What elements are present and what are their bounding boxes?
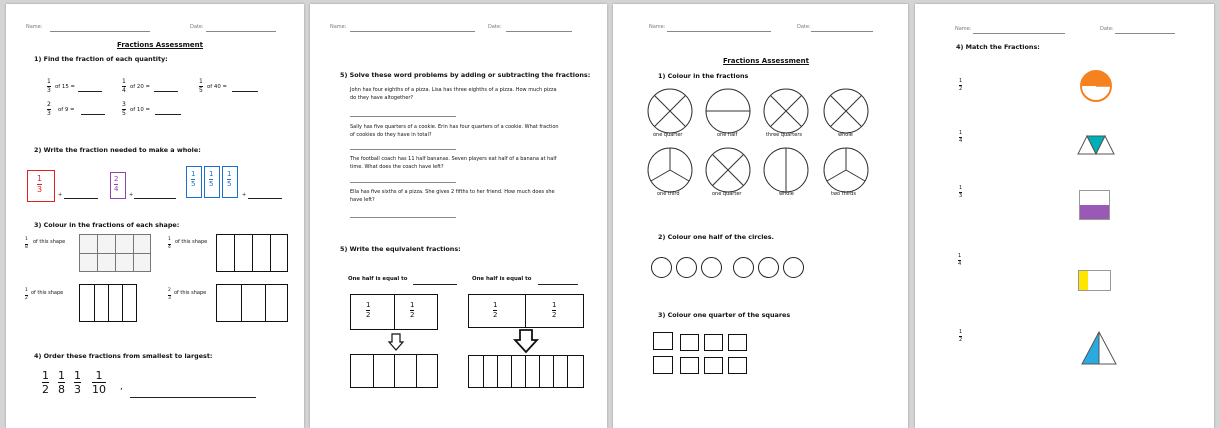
- question-5-label: 5) Solve these word problems by adding or subtracting the fractions:: [340, 71, 591, 79]
- bar-shape-quarters[interactable]: [216, 234, 288, 272]
- fraction: 1 3: [959, 185, 963, 199]
- worksheet-page-2: [310, 4, 607, 428]
- small-square[interactable]: [680, 357, 699, 374]
- small-circle[interactable]: [783, 257, 804, 278]
- date-line: [1115, 33, 1175, 34]
- triangle-half-shaded[interactable]: [1081, 331, 1117, 365]
- small-square[interactable]: [653, 332, 673, 350]
- name-line: [350, 31, 475, 32]
- small-circle[interactable]: [701, 257, 722, 278]
- bar-shape-halves[interactable]: [79, 284, 137, 322]
- circle-thirds[interactable]: [823, 147, 869, 193]
- worksheet-page-4: [915, 4, 1214, 428]
- answer-blank[interactable]: [350, 116, 456, 117]
- plus-sign: +: [58, 192, 63, 198]
- answer-blank[interactable]: [154, 91, 178, 92]
- circle-halves-vertical[interactable]: [763, 147, 809, 193]
- page-title: Fractions Assessment: [117, 41, 204, 49]
- question-1-label: 1) Colour in the fractions: [658, 72, 749, 80]
- question-1-label: 1) Find the fraction of each quantity:: [34, 55, 168, 63]
- answer-blank[interactable]: [248, 198, 282, 199]
- answer-blank[interactable]: [538, 284, 578, 285]
- circle-halves[interactable]: [705, 88, 751, 134]
- name-label: Name:: [649, 24, 666, 30]
- fraction: 1 5: [209, 170, 214, 188]
- date-label: Date:: [190, 24, 204, 30]
- circle-thirds[interactable]: [647, 147, 693, 193]
- question-4-label: 4) Match the Fractions:: [956, 43, 1040, 51]
- question-4-label: 4) Order these fractions from smallest to largest:: [34, 352, 213, 360]
- name-line: [50, 31, 150, 32]
- name-label: Name:: [955, 26, 972, 32]
- problem-line: John has four eighths of a pizza. Lisa has three eighths of a pizza. How much pizza: [350, 87, 557, 93]
- fraction: 1 2: [493, 301, 498, 319]
- half-bar: [468, 294, 584, 328]
- small-square[interactable]: [680, 334, 699, 351]
- quantity-text: of 40 =: [207, 84, 227, 90]
- plus-sign: +: [129, 192, 134, 198]
- question-2-label: 2) Write the fraction needed to make a whole:: [34, 146, 201, 154]
- answer-blank[interactable]: [134, 198, 176, 199]
- answer-blank[interactable]: [350, 149, 456, 150]
- fraction: 2 3: [47, 101, 51, 117]
- small-square[interactable]: [704, 357, 723, 374]
- fraction: 1 8: [25, 237, 28, 250]
- small-circle[interactable]: [758, 257, 779, 278]
- circle-caption: whole: [838, 132, 853, 138]
- date-label: Date:: [1100, 26, 1114, 32]
- bar-shape-thirds[interactable]: [216, 284, 288, 322]
- page-title: Fractions Assessment: [723, 57, 810, 65]
- date-label: Date:: [488, 24, 502, 30]
- date-line: [811, 31, 873, 32]
- answer-blank[interactable]: [81, 114, 105, 115]
- fraction: 1 2: [366, 301, 371, 319]
- circle-quarters[interactable]: [647, 88, 693, 134]
- circle-caption: two thirds: [831, 191, 856, 197]
- problem-line: do they have altogether?: [350, 95, 414, 101]
- circle-caption: one quarter: [712, 191, 742, 197]
- small-square[interactable]: [728, 357, 747, 374]
- date-label: Date:: [797, 24, 811, 30]
- fraction: 1 4: [959, 130, 963, 144]
- grid-shape-eighths[interactable]: [79, 234, 151, 272]
- fraction: 1 2: [959, 329, 963, 343]
- small-square[interactable]: [728, 334, 747, 351]
- plus-sign: +: [242, 192, 247, 198]
- circle-quarters[interactable]: [705, 147, 751, 193]
- fraction: 1 10: [92, 369, 106, 396]
- quantity-text: of 20 =: [130, 84, 150, 90]
- comma: ,: [120, 382, 123, 392]
- fraction: 2 4: [114, 175, 119, 193]
- answer-blank[interactable]: [350, 182, 456, 183]
- answer-blank[interactable]: [413, 284, 457, 285]
- name-line: [973, 33, 1065, 34]
- circle-caption: whole: [779, 191, 794, 197]
- half-bar: [350, 294, 438, 330]
- fraction: 1 4: [168, 237, 171, 250]
- shape-text: of this shape: [174, 290, 207, 296]
- quarters-bar[interactable]: [350, 354, 438, 388]
- circle-caption: three quarters: [766, 132, 802, 138]
- small-square[interactable]: [653, 356, 673, 374]
- shape-text: of this shape: [33, 239, 66, 245]
- small-square[interactable]: [704, 334, 723, 351]
- fraction: 2 3: [168, 288, 171, 301]
- fraction: 1 8: [58, 369, 65, 396]
- small-circle[interactable]: [733, 257, 754, 278]
- circle-caption: one half: [717, 132, 738, 138]
- circle-quarter-shaded[interactable]: [1080, 70, 1112, 102]
- fraction: 1 3: [37, 174, 43, 194]
- problem-line: of cookies do they have in total?: [350, 132, 432, 138]
- fraction: 1 3: [47, 78, 51, 94]
- fraction: 1 5: [199, 78, 203, 94]
- date-line: [506, 31, 572, 32]
- answer-blank[interactable]: [155, 114, 181, 115]
- fraction: 1 5: [227, 170, 232, 188]
- name-label: Name:: [330, 24, 347, 30]
- circle-caption: one quarter: [653, 132, 683, 138]
- fraction: 3 5: [122, 101, 126, 117]
- question-3-label: 3) Colour in the fractions of each shape:: [34, 221, 180, 229]
- shape-text: of this shape: [175, 239, 208, 245]
- down-arrow-icon: [514, 329, 538, 353]
- circle-quarters[interactable]: [763, 88, 809, 134]
- problem-line: The football coach has 11 half bananas. Seven players eat half of a banana at half: [350, 156, 557, 162]
- circle-quarters[interactable]: [823, 88, 869, 134]
- fraction: 1 2: [959, 78, 963, 92]
- small-circle[interactable]: [651, 257, 672, 278]
- name-line: [667, 31, 771, 32]
- fraction: 1 2: [552, 301, 557, 319]
- quantity-text: of 15 =: [55, 84, 75, 90]
- triangle-row-shaded[interactable]: [1077, 135, 1115, 155]
- fraction: 1 4: [958, 253, 962, 267]
- fraction: 1 4: [122, 78, 126, 94]
- answer-blank[interactable]: [64, 198, 98, 199]
- quantity-text: of 9 =: [58, 107, 75, 113]
- answer-blank[interactable]: [350, 217, 456, 218]
- fraction: 1 2: [42, 369, 49, 396]
- fraction: 1 2: [25, 288, 28, 301]
- answer-blank[interactable]: [130, 397, 256, 398]
- problem-line: have left?: [350, 197, 375, 203]
- equivalence-text: One half is equal to: [472, 276, 532, 282]
- problem-line: Sally has five quarters of a cookie. Erin has four quarters of a cookie. What fraction: [350, 124, 559, 130]
- name-label: Name:: [26, 24, 43, 30]
- fraction: 1 2: [410, 301, 415, 319]
- problem-line: time. What does the coach have left?: [350, 164, 444, 170]
- answer-blank[interactable]: [232, 91, 258, 92]
- fraction: 1 3: [74, 369, 81, 396]
- small-circle[interactable]: [676, 257, 697, 278]
- rectangle-third-shaded[interactable]: [1078, 270, 1111, 291]
- rectangle-half-shaded[interactable]: [1079, 190, 1110, 220]
- fraction: 1 5: [191, 170, 196, 188]
- eighths-bar[interactable]: [468, 355, 584, 388]
- equivalence-text: One half is equal to: [348, 276, 408, 282]
- quantity-text: of 10 =: [130, 107, 150, 113]
- worksheet-page-1: [6, 4, 304, 428]
- question-2-label: 2) Colour one half of the circles.: [658, 233, 774, 241]
- date-line: [206, 31, 276, 32]
- shape-text: of this shape: [31, 290, 64, 296]
- answer-blank[interactable]: [78, 91, 102, 92]
- question-3-label: 3) Colour one quarter of the squares: [658, 311, 791, 319]
- question-5b-label: 5) Write the equivalent fractions:: [340, 245, 461, 253]
- down-arrow-icon: [388, 333, 404, 351]
- circle-caption: one third: [657, 191, 680, 197]
- problem-line: Ella has five sixths of a pizza. She gives 2 fifths to her friend. How much does she: [350, 189, 555, 195]
- worksheet-page-3: [613, 4, 908, 428]
